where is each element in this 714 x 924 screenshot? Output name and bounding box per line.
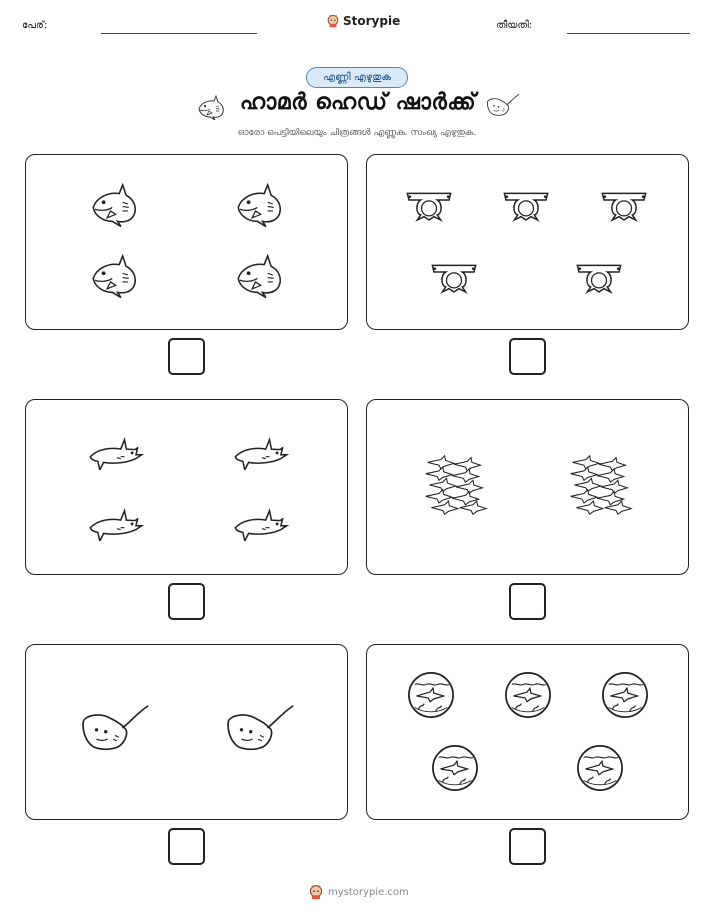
- shark-school-icon: [422, 453, 488, 517]
- shark-icon: [233, 181, 285, 227]
- footer-url[interactable]: mystorypie.com: [328, 886, 409, 898]
- stingray-icon: [78, 702, 152, 754]
- hammerhead-icon: [404, 187, 454, 223]
- answer-box-1[interactable]: [168, 338, 205, 375]
- shark-icon: [88, 252, 140, 298]
- activity-badge: എണ്ണി എഴുതുക: [306, 67, 408, 88]
- count-panel-4: [366, 399, 689, 575]
- hammerhead-icon: [429, 259, 479, 295]
- answer-box-6[interactable]: [509, 828, 546, 865]
- answer-box-5[interactable]: [168, 828, 205, 865]
- date-label: തീയതി:: [496, 20, 533, 31]
- hammerhead-icon: [599, 187, 649, 223]
- page-title: ഹാമർ ഹെഡ് ഷാർക്ക്: [239, 90, 477, 115]
- count-panel-2: [366, 154, 689, 330]
- hammerhead-icon: [501, 187, 551, 223]
- name-label: പേര്:: [22, 20, 48, 31]
- shark-bubble-icon: [407, 671, 455, 719]
- brand-logo: [326, 14, 400, 28]
- answer-box-3[interactable]: [168, 583, 205, 620]
- count-panel-3: [25, 399, 348, 575]
- shark-school-icon: [567, 453, 633, 517]
- brand-name: Storypie: [343, 14, 401, 28]
- shark-bubble-icon: [431, 744, 479, 792]
- hammerhead-side-icon: [86, 503, 144, 541]
- shark-icon: [233, 252, 285, 298]
- stingray-icon: [485, 91, 521, 119]
- hammerhead-side-icon: [231, 432, 289, 470]
- shark-bubble-icon: [576, 744, 624, 792]
- instructions: ഓരോ പെട്ടിയിലെയും ചിത്രങ്ങൾ എണ്ണുക. സംഖ്യ എഴുതുക.: [237, 128, 477, 138]
- mascot-icon: [326, 14, 340, 28]
- count-panel-6: [366, 644, 689, 820]
- hammerhead-side-icon: [231, 503, 289, 541]
- shark-icon: [88, 181, 140, 227]
- hammerhead-side-icon: [86, 432, 144, 470]
- count-panel-5: [25, 644, 348, 820]
- shark-bubble-icon: [601, 671, 649, 719]
- answer-box-4[interactable]: [509, 583, 546, 620]
- date-line[interactable]: [567, 33, 690, 34]
- mascot-icon: [308, 884, 324, 900]
- shark-icon: [196, 94, 226, 120]
- shark-bubble-icon: [504, 671, 552, 719]
- answer-box-2[interactable]: [509, 338, 546, 375]
- count-panel-1: [25, 154, 348, 330]
- stingray-icon: [223, 702, 297, 754]
- name-line[interactable]: [101, 33, 257, 34]
- hammerhead-icon: [574, 259, 624, 295]
- footer: [308, 884, 409, 900]
